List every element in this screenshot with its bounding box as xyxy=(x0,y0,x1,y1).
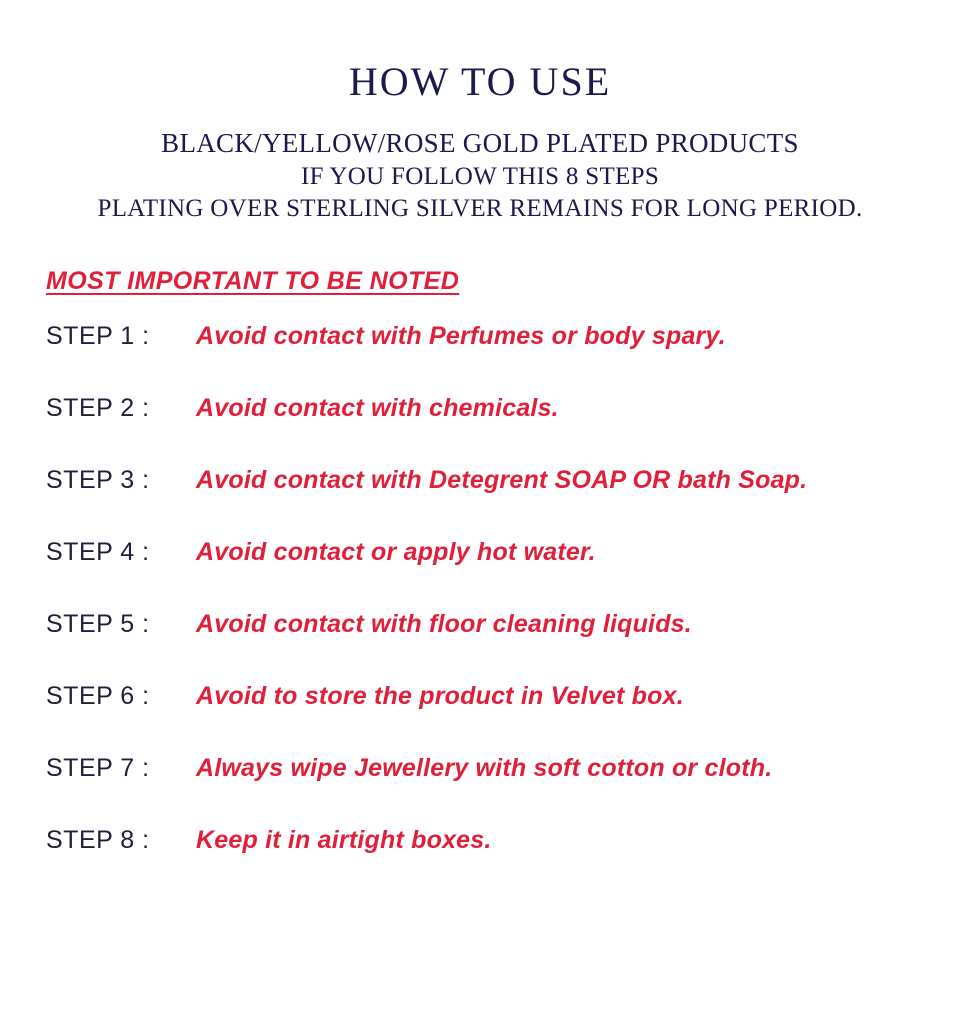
page-title: HOW TO USE xyxy=(348,59,612,104)
step-label: STEP 4 : xyxy=(46,537,150,566)
step-text: Avoid contact with Perfumes or body spary. xyxy=(196,321,726,350)
step-text: Avoid to store the product in Velvet box. xyxy=(196,681,684,710)
steps-list xyxy=(0,322,960,898)
subtitle-block xyxy=(0,126,960,225)
list-item xyxy=(0,466,960,538)
list-item xyxy=(0,754,960,826)
subtitle-line-2: IF YOU FOLLOW THIS 8 STEPS xyxy=(300,162,660,190)
important-notice: MOST IMPORTANT TO BE NOTED xyxy=(46,266,460,295)
list-item xyxy=(0,682,960,754)
list-item xyxy=(0,610,960,682)
instruction-poster xyxy=(0,59,960,1022)
step-label: STEP 1 : xyxy=(46,321,150,350)
subtitle-line-1: BLACK/YELLOW/ROSE GOLD PLATED PRODUCTS xyxy=(161,128,799,158)
step-text: Always wipe Jewellery with soft cotton or cloth. xyxy=(196,753,773,782)
subtitle-line-3: PLATING OVER STERLING SILVER REMAINS FOR LONG PERIOD. xyxy=(97,194,863,222)
step-text: Avoid contact with chemicals. xyxy=(196,393,559,422)
step-label: STEP 7 : xyxy=(46,753,150,782)
step-text: Avoid contact or apply hot water. xyxy=(196,537,596,566)
step-label: STEP 3 : xyxy=(46,465,150,494)
step-text: Avoid contact with Detegrent SOAP OR bath Soap. xyxy=(196,465,808,494)
step-text: Avoid contact with floor cleaning liquids. xyxy=(196,609,692,638)
step-label: STEP 5 : xyxy=(46,609,150,638)
list-item xyxy=(0,538,960,610)
step-text: Keep it in airtight boxes. xyxy=(196,825,492,854)
step-label: STEP 8 : xyxy=(46,825,150,854)
list-item xyxy=(0,826,960,898)
step-label: STEP 2 : xyxy=(46,393,150,422)
step-label: STEP 6 : xyxy=(46,681,150,710)
list-item xyxy=(0,322,960,394)
list-item xyxy=(0,394,960,466)
notice-wrapper xyxy=(0,225,960,296)
